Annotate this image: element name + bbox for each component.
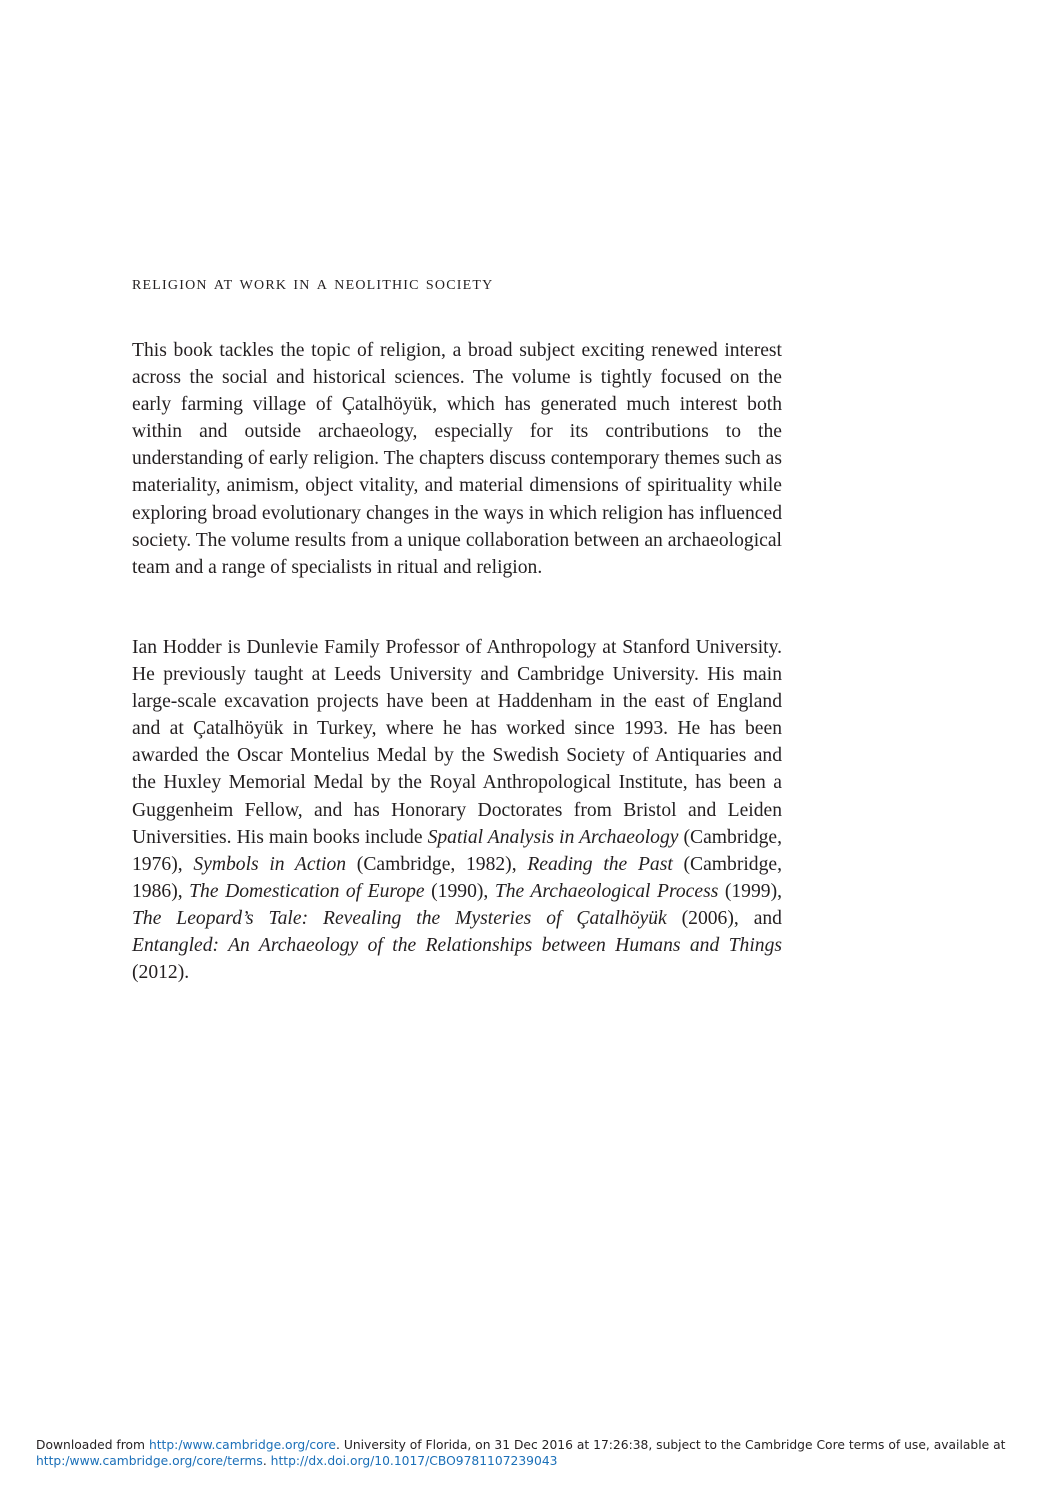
book-publication: (1999),: [718, 880, 782, 902]
bio-intro: Ian Hodder is Dunlevie Family Professor of Anthropology at Stanford University. He previously taught at Leeds University and Cambridge University. His main large-scale excavation projects have been at Haddenham in the east of England and at Çatalhöyük in Turkey, where he has worked since 1993. He has been awarded the Oscar Montelius Medal by the Swedish Society of Antiquaries and the Huxley Memorial Medal by the Royal Anthropological Institute, has been a Guggenheim Fellow, and has Honorary Doctorates from Bristol and Leiden Universities. His main books include: [132, 637, 782, 848]
footer-middle: . University of Florida, on 31 Dec 2016 at 17:26:38, subject to the Cambridge Core terms of use, available at: [336, 1438, 1006, 1452]
book-title: Symbols in Action: [193, 853, 347, 875]
book-title: Spatial Analysis in Archaeology: [427, 826, 679, 848]
download-footer: [36, 1437, 1016, 1469]
book-publication: (2006), and: [666, 907, 782, 929]
book-publication: (1990),: [424, 880, 495, 902]
page-title: religion at work in a neolithic society: [132, 272, 494, 294]
book-publication: (Cambridge, 1982),: [346, 853, 528, 875]
book-description: This book tackles the topic of religion, a broad subject exciting renewed interest across the social and historical sciences. The volume is tightly focused on the early farming village of Çatalhöyük, which has generated much interest both within and outside archaeology, especially for its contributions to the understanding of early religion. The chapters discuss contemporary themes such as materiality, animism, object vitality, and material dimensions of spirituality while exploring broad evolutionary changes in the ways in which religion has influenced society. The volume results from a unique collaboration between an archaeological team and a range of specialists in ritual and religion.: [132, 340, 782, 578]
footer-separator: .: [262, 1454, 271, 1468]
footer-prefix: Downloaded from: [36, 1438, 149, 1452]
doi-link[interactable]: http://dx.doi.org/10.1017/CBO9781107239043: [270, 1454, 558, 1468]
book-title: Entangled: An Archaeology of the Relationships between Humans and Things: [132, 935, 782, 957]
book-title: The Domestication of Europe: [189, 880, 425, 902]
book-title: Reading the Past: [527, 853, 673, 875]
book-title: The Leopard’s Tale: Revealing the Mysteries of Çatalhöyük: [132, 907, 667, 929]
author-bio: [132, 634, 782, 986]
terms-link[interactable]: http:/www.cambridge.org/core/terms: [36, 1454, 263, 1468]
book-publication: (2012).: [132, 962, 190, 984]
book-publication: (Cambridge, 1986),: [132, 853, 782, 902]
book-title: The Archaeological Process: [494, 880, 719, 902]
book-publication: (Cambridge, 1976),: [132, 826, 782, 875]
cambridge-core-link[interactable]: http:/www.cambridge.org/core: [148, 1438, 337, 1452]
